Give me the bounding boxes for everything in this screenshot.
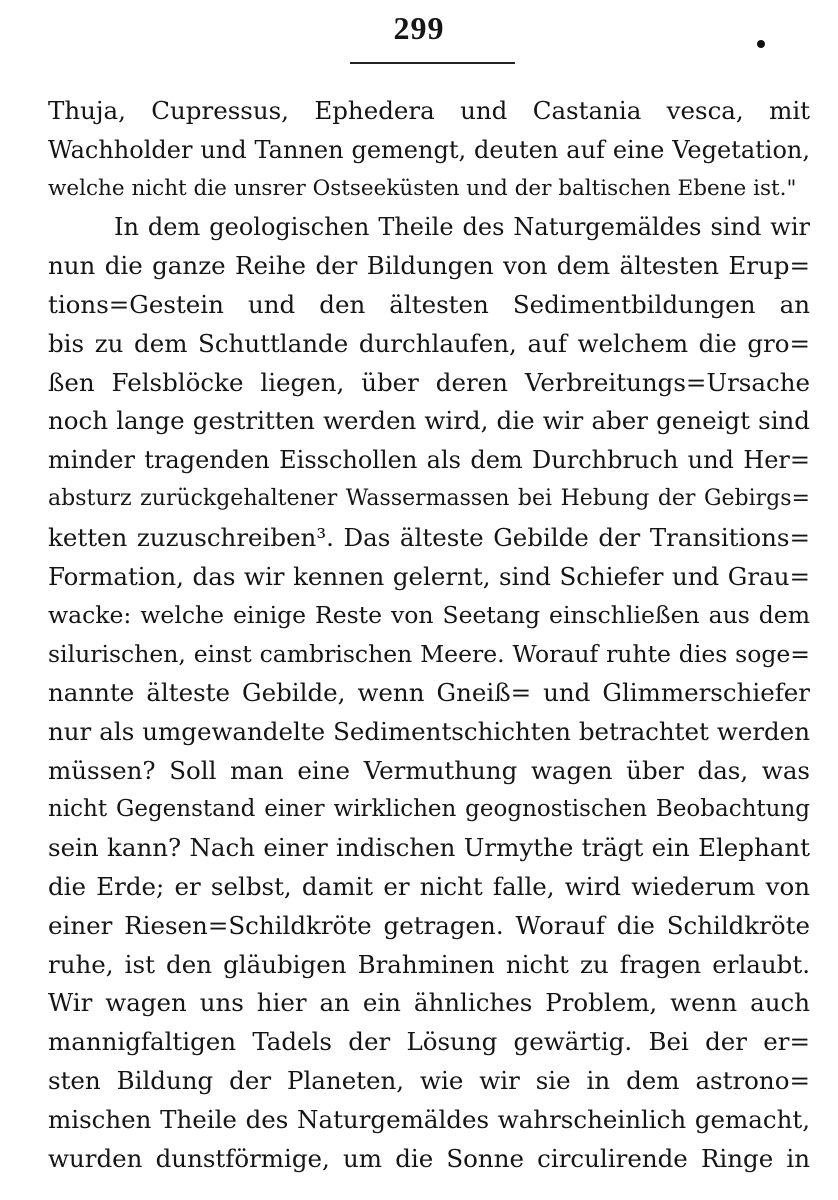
header-rule — [350, 62, 515, 64]
text-line: müssen? Soll man eine Vermuthung wagen über das, was — [48, 755, 810, 785]
text-line: wacke: welche einige Reste von Seetang einschließen aus dem — [48, 601, 810, 630]
text-line: nur als umgewandelte Sedimentschichten betrachtet werden — [48, 716, 810, 746]
text-line: bis zu dem Schuttlande durchlaufen, auf welchem die gro= — [48, 328, 810, 358]
text-line: wurden dunstförmige, um die Sonne circulirende Ringe in — [48, 1143, 810, 1173]
text-line: ruhe, ist den gläubigen Brahminen nicht zu fragen erlaubt. — [48, 949, 810, 979]
text-line: nun die ganze Reihe der Bildungen von dem ältesten Erup= — [48, 251, 810, 281]
page-number: 299 — [393, 10, 445, 46]
text-line: ßen Felsblöcke liegen, über deren Verbreitungs=Ursache — [48, 367, 810, 397]
text-line: welche nicht die unsrer Ostseeküsten und der baltischen Ebene ist." — [48, 175, 797, 201]
text-line: mannigfaltigen Tadels der Lösung gewärtig. Bei der er= — [48, 1027, 810, 1057]
text-line: In dem geologischen Theile des Naturgemäldes sind wir — [114, 213, 810, 242]
text-line: silurischen, einst cambrischen Meere. Worauf ruhte dies soge= — [48, 640, 810, 669]
text-line: einer Riesen=Schildkröte getragen. Worauf die Schildkröte — [48, 910, 810, 940]
text-line: nicht Gegenstand einer wirklichen geognostischen Beobachtung — [48, 796, 810, 823]
text-line: nannte älteste Gebilde, wenn Gneiß= und Glimmerschiefer — [48, 677, 810, 707]
text-line: Formation, das wir kennen gelernt, sind Schiefer und Grau= — [48, 561, 810, 591]
text-line: sein kann? Nach einer indischen Urmythe trägt ein Elephant — [48, 833, 810, 863]
text-line: Wir wagen uns hier an ein ähnliches Problem, wenn auch — [48, 988, 810, 1018]
text-line: Wachholder und Tannen gemengt, deuten auf eine Vegetation, — [48, 135, 810, 164]
text-line: mischen Theile des Naturgemäldes wahrscheinlich gemacht, — [48, 1104, 810, 1134]
print-speck — [757, 40, 765, 48]
text-line: minder tragenden Eisschollen als dem Durchbruch und Her= — [48, 446, 810, 475]
text-line: ketten zuzuschreiben³. Das älteste Gebilde der Transitions= — [48, 522, 810, 552]
text-line: die Erde; er selbst, damit er nicht falle, wird wiederum von — [48, 871, 810, 901]
text-line: Thuja, Cupressus, Ephedera und Castania vesca, mit — [48, 96, 810, 125]
text-line: noch lange gestritten werden wird, die wir aber geneigt sind — [48, 406, 810, 436]
body-text — [48, 92, 810, 1178]
text-line: sten Bildung der Planeten, wie wir sie in dem astrono= — [48, 1065, 810, 1095]
text-line: tions=Gestein und den ältesten Sedimentbildungen an — [48, 289, 810, 319]
text-line: absturz zurückgehaltener Wassermassen bei Hebung der Gebirgs= — [48, 485, 810, 511]
